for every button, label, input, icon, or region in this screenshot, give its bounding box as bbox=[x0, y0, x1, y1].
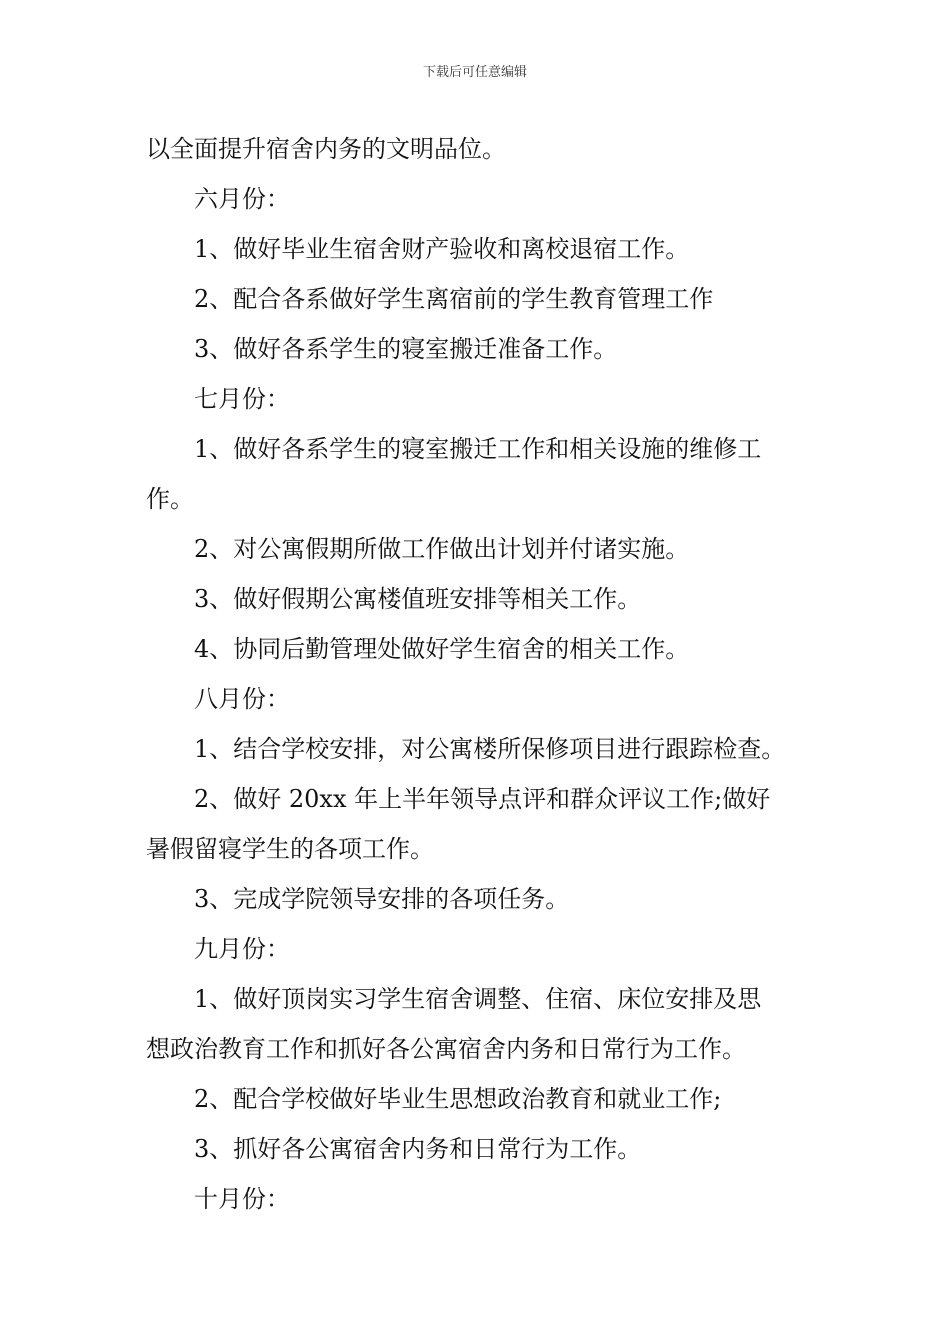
text-line: 1、结合学校安排，对公寓楼所保修项目进行跟踪检查。 bbox=[194, 735, 786, 763]
text-line: 2、对公寓假期所做工作做出计划并付诸实施。 bbox=[194, 535, 690, 563]
text-line: 3、抓好各公寓宿舍内务和日常行为工作。 bbox=[194, 1135, 642, 1163]
text-line: 3、做好各系学生的寝室搬迁准备工作。 bbox=[194, 335, 618, 363]
text-line: 七月份： bbox=[194, 385, 290, 413]
text-line: 2、做好 20xx 年上半年领导点评和群众评议工作;做好 bbox=[194, 785, 771, 813]
text-line: 1、做好顶岗实习学生宿舍调整、住宿、床位安排及思 bbox=[194, 985, 762, 1013]
text-line: 暑假留寝学生的各项工作。 bbox=[146, 835, 434, 863]
document-body bbox=[146, 124, 810, 1224]
text-line: 八月份： bbox=[194, 685, 290, 713]
page-header: 下载后可任意编辑 bbox=[422, 65, 527, 80]
text-line: 想政治教育工作和抓好各公寓宿舍内务和日常行为工作。 bbox=[146, 1035, 746, 1063]
text-line: 2、配合各系做好学生离宿前的学生教育管理工作 bbox=[194, 285, 714, 313]
text-line: 以全面提升宿舍内务的文明品位。 bbox=[146, 135, 506, 163]
text-line: 作。 bbox=[146, 485, 194, 513]
text-line: 4、协同后勤管理处做好学生宿舍的相关工作。 bbox=[194, 635, 690, 663]
text-line: 2、配合学校做好毕业生思想政治教育和就业工作; bbox=[194, 1085, 722, 1113]
text-line: 1、做好各系学生的寝室搬迁工作和相关设施的维修工 bbox=[194, 435, 762, 463]
text-line: 3、做好假期公寓楼值班安排等相关工作。 bbox=[194, 585, 642, 613]
text-line: 3、完成学院领导安排的各项任务。 bbox=[194, 885, 570, 913]
text-line: 六月份： bbox=[194, 185, 290, 213]
text-line: 九月份： bbox=[194, 935, 290, 963]
text-line: 1、做好毕业生宿舍财产验收和离校退宿工作。 bbox=[194, 235, 690, 263]
text-line: 十月份： bbox=[194, 1185, 290, 1213]
